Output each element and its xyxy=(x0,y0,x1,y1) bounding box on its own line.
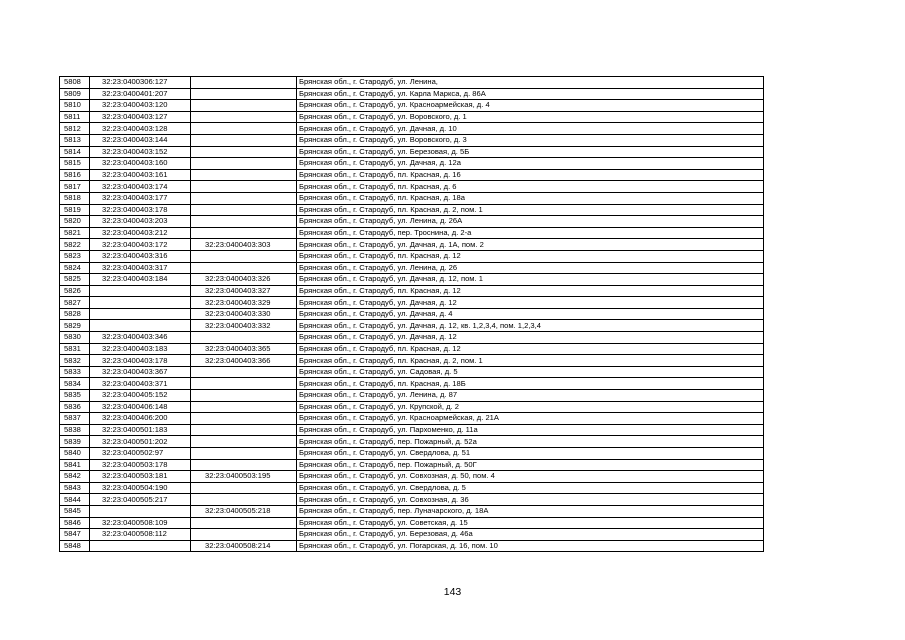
row-number-cell: 5844 xyxy=(60,494,90,506)
row-number-cell: 5847 xyxy=(60,529,90,541)
registry-table xyxy=(59,76,764,552)
address-cell: Брянская обл., г. Стародуб, пер. Троснина, д. 2-а xyxy=(297,227,764,239)
linked-cadastral-number-cell xyxy=(191,111,297,123)
row-number-cell: 5835 xyxy=(60,390,90,402)
linked-cadastral-number-cell xyxy=(191,494,297,506)
cadastral-number-cell: 32:23:0400403:144 xyxy=(90,134,191,146)
linked-cadastral-number-cell xyxy=(191,366,297,378)
linked-cadastral-number-cell: 32:23:0400403:326 xyxy=(191,274,297,286)
address-cell: Брянская обл., г. Стародуб, ул. Красноармейская, д. 21А xyxy=(297,413,764,425)
address-cell: Брянская обл., г. Стародуб, ул. Дачная, д. 12 xyxy=(297,297,764,309)
row-number-cell: 5830 xyxy=(60,332,90,344)
cadastral-number-cell: 32:23:0400503:181 xyxy=(90,471,191,483)
cadastral-number-cell: 32:23:0400403:212 xyxy=(90,227,191,239)
linked-cadastral-number-cell xyxy=(191,192,297,204)
cadastral-number-cell: 32:23:0400403:371 xyxy=(90,378,191,390)
row-number-cell: 5837 xyxy=(60,413,90,425)
cadastral-number-cell: 32:23:0400503:178 xyxy=(90,459,191,471)
address-cell: Брянская обл., г. Стародуб, ул. Дачная, д. 12, кв. 1,2,3,4, пом. 1,2,3,4 xyxy=(297,320,764,332)
table-row xyxy=(60,390,764,402)
row-number-cell: 5827 xyxy=(60,297,90,309)
table-row xyxy=(60,77,764,89)
row-number-cell: 5814 xyxy=(60,146,90,158)
address-cell: Брянская обл., г. Стародуб, ул. Совхозная, д. 50, пом. 4 xyxy=(297,471,764,483)
linked-cadastral-number-cell xyxy=(191,332,297,344)
cadastral-number-cell xyxy=(90,505,191,517)
row-number-cell: 5826 xyxy=(60,285,90,297)
address-cell: Брянская обл., г. Стародуб, ул. Березовая, д. 46а xyxy=(297,529,764,541)
table-row xyxy=(60,111,764,123)
address-cell: Брянская обл., г. Стародуб, ул. Советская, д. 15 xyxy=(297,517,764,529)
address-cell: Брянская обл., г. Стародуб, ул. Ленина, д. 26 xyxy=(297,262,764,274)
linked-cadastral-number-cell: 32:23:0400403:365 xyxy=(191,343,297,355)
table-row xyxy=(60,505,764,517)
cadastral-number-cell: 32:23:0400505:217 xyxy=(90,494,191,506)
linked-cadastral-number-cell xyxy=(191,158,297,170)
registry-table-body xyxy=(60,77,764,552)
table-row xyxy=(60,366,764,378)
linked-cadastral-number-cell xyxy=(191,123,297,135)
address-cell: Брянская обл., г. Стародуб, ул. Березовая, д. 5Б xyxy=(297,146,764,158)
table-row xyxy=(60,378,764,390)
linked-cadastral-number-cell xyxy=(191,459,297,471)
address-cell: Брянская обл., г. Стародуб, пл. Красная, д. 18а xyxy=(297,192,764,204)
cadastral-number-cell: 32:23:0400306:127 xyxy=(90,77,191,89)
cadastral-number-cell: 32:23:0400403:346 xyxy=(90,332,191,344)
cadastral-number-cell: 32:23:0400401:207 xyxy=(90,88,191,100)
cadastral-number-cell: 32:23:0400403:178 xyxy=(90,204,191,216)
address-cell: Брянская обл., г. Стародуб, ул. Садовая, д. 5 xyxy=(297,366,764,378)
table-row xyxy=(60,459,764,471)
linked-cadastral-number-cell: 32:23:0400403:330 xyxy=(191,308,297,320)
address-cell: Брянская обл., г. Стародуб, пл. Красная, д. 2, пом. 1 xyxy=(297,204,764,216)
row-number-cell: 5840 xyxy=(60,448,90,460)
table-row xyxy=(60,88,764,100)
address-cell: Брянская обл., г. Стародуб, ул. Ленина, д. 26А xyxy=(297,216,764,228)
row-number-cell: 5818 xyxy=(60,192,90,204)
row-number-cell: 5824 xyxy=(60,262,90,274)
linked-cadastral-number-cell: 32:23:0400508:214 xyxy=(191,540,297,552)
row-number-cell: 5823 xyxy=(60,250,90,262)
address-cell: Брянская обл., г. Стародуб, ул. Совхозная, д. 36 xyxy=(297,494,764,506)
table-row xyxy=(60,401,764,413)
cadastral-number-cell: 32:23:0400508:112 xyxy=(90,529,191,541)
table-row xyxy=(60,192,764,204)
address-cell: Брянская обл., г. Стародуб, пер. Пожарный, д. 52а xyxy=(297,436,764,448)
table-row xyxy=(60,146,764,158)
row-number-cell: 5813 xyxy=(60,134,90,146)
row-number-cell: 5846 xyxy=(60,517,90,529)
table-row xyxy=(60,169,764,181)
row-number-cell: 5842 xyxy=(60,471,90,483)
linked-cadastral-number-cell xyxy=(191,204,297,216)
cadastral-number-cell: 32:23:0400403:183 xyxy=(90,343,191,355)
address-cell: Брянская обл., г. Стародуб, ул. Ленина, д. 87 xyxy=(297,390,764,402)
linked-cadastral-number-cell: 32:23:0400403:303 xyxy=(191,239,297,251)
cadastral-number-cell: 32:23:0400403:316 xyxy=(90,250,191,262)
table-row xyxy=(60,285,764,297)
address-cell: Брянская обл., г. Стародуб, ул. Пархоменко, д. 11а xyxy=(297,424,764,436)
table-row xyxy=(60,274,764,286)
row-number-cell: 5828 xyxy=(60,308,90,320)
linked-cadastral-number-cell: 32:23:0400403:332 xyxy=(191,320,297,332)
table-row xyxy=(60,471,764,483)
address-cell: Брянская обл., г. Стародуб, ул. Дачная, д. 4 xyxy=(297,308,764,320)
linked-cadastral-number-cell xyxy=(191,88,297,100)
row-number-cell: 5831 xyxy=(60,343,90,355)
page-number: 143 xyxy=(443,586,462,598)
linked-cadastral-number-cell: 32:23:0400505:218 xyxy=(191,505,297,517)
cadastral-number-cell: 32:23:0400403:317 xyxy=(90,262,191,274)
address-cell: Брянская обл., г. Стародуб, ул. Дачная, д. 12а xyxy=(297,158,764,170)
table-row xyxy=(60,436,764,448)
address-cell: Брянская обл., г. Стародуб, ул. Дачная, д. 10 xyxy=(297,123,764,135)
row-number-cell: 5845 xyxy=(60,505,90,517)
row-number-cell: 5808 xyxy=(60,77,90,89)
linked-cadastral-number-cell xyxy=(191,390,297,402)
row-number-cell: 5836 xyxy=(60,401,90,413)
table-row xyxy=(60,355,764,367)
address-cell: Брянская обл., г. Стародуб, ул. Свердлова, д. 5 xyxy=(297,482,764,494)
table-row xyxy=(60,250,764,262)
address-cell: Брянская обл., г. Стародуб, ул. Свердлова, д. 51 xyxy=(297,448,764,460)
cadastral-number-cell: 32:23:0400403:161 xyxy=(90,169,191,181)
address-cell: Брянская обл., г. Стародуб, пл. Красная, д. 18Б xyxy=(297,378,764,390)
row-number-cell: 5821 xyxy=(60,227,90,239)
cadastral-number-cell: 32:23:0400403:177 xyxy=(90,192,191,204)
row-number-cell: 5817 xyxy=(60,181,90,193)
table-row xyxy=(60,100,764,112)
address-cell: Брянская обл., г. Стародуб, пл. Красная, д. 12 xyxy=(297,250,764,262)
address-cell: Брянская обл., г. Стародуб, пл. Красная, д. 2, пом. 1 xyxy=(297,355,764,367)
address-cell: Брянская обл., г. Стародуб, пл. Красная, д. 12 xyxy=(297,343,764,355)
table-row xyxy=(60,216,764,228)
cadastral-number-cell xyxy=(90,285,191,297)
cadastral-number-cell: 32:23:0400403:120 xyxy=(90,100,191,112)
cadastral-number-cell: 32:23:0400403:178 xyxy=(90,355,191,367)
cadastral-number-cell xyxy=(90,297,191,309)
table-row xyxy=(60,332,764,344)
row-number-cell: 5825 xyxy=(60,274,90,286)
cadastral-number-cell: 32:23:0400403:127 xyxy=(90,111,191,123)
table-row xyxy=(60,158,764,170)
table-row xyxy=(60,262,764,274)
cadastral-number-cell: 32:23:0400403:172 xyxy=(90,239,191,251)
address-cell: Брянская обл., г. Стародуб, ул. Погарская, д. 16, пом. 10 xyxy=(297,540,764,552)
row-number-cell: 5809 xyxy=(60,88,90,100)
row-number-cell: 5820 xyxy=(60,216,90,228)
linked-cadastral-number-cell xyxy=(191,227,297,239)
cadastral-number-cell: 32:23:0400403:128 xyxy=(90,123,191,135)
table-row xyxy=(60,482,764,494)
address-cell: Брянская обл., г. Стародуб, ул. Крупской, д. 2 xyxy=(297,401,764,413)
table-row xyxy=(60,297,764,309)
table-row xyxy=(60,227,764,239)
address-cell: Брянская обл., г. Стародуб, ул. Дачная, д. 1А, пом. 2 xyxy=(297,239,764,251)
row-number-cell: 5832 xyxy=(60,355,90,367)
address-cell: Брянская обл., г. Стародуб, пер. Пожарный, д. 50Г xyxy=(297,459,764,471)
table-row xyxy=(60,529,764,541)
cadastral-number-cell: 32:23:0400403:367 xyxy=(90,366,191,378)
row-number-cell: 5810 xyxy=(60,100,90,112)
linked-cadastral-number-cell xyxy=(191,146,297,158)
row-number-cell: 5833 xyxy=(60,366,90,378)
cadastral-number-cell: 32:23:0400405:152 xyxy=(90,390,191,402)
cadastral-number-cell: 32:23:0400406:200 xyxy=(90,413,191,425)
table-row xyxy=(60,424,764,436)
linked-cadastral-number-cell xyxy=(191,529,297,541)
cadastral-number-cell: 32:23:0400403:160 xyxy=(90,158,191,170)
linked-cadastral-number-cell: 32:23:0400403:327 xyxy=(191,285,297,297)
table-row xyxy=(60,413,764,425)
row-number-cell: 5848 xyxy=(60,540,90,552)
table-row xyxy=(60,308,764,320)
cadastral-number-cell: 32:23:0400504:190 xyxy=(90,482,191,494)
row-number-cell: 5811 xyxy=(60,111,90,123)
linked-cadastral-number-cell xyxy=(191,448,297,460)
linked-cadastral-number-cell xyxy=(191,401,297,413)
row-number-cell: 5838 xyxy=(60,424,90,436)
linked-cadastral-number-cell: 32:23:0400503:195 xyxy=(191,471,297,483)
cadastral-number-cell xyxy=(90,308,191,320)
linked-cadastral-number-cell xyxy=(191,100,297,112)
linked-cadastral-number-cell xyxy=(191,517,297,529)
linked-cadastral-number-cell xyxy=(191,436,297,448)
address-cell: Брянская обл., г. Стародуб, ул. Красноармейская, д. 4 xyxy=(297,100,764,112)
linked-cadastral-number-cell xyxy=(191,413,297,425)
table-row xyxy=(60,494,764,506)
table-row xyxy=(60,448,764,460)
cadastral-number-cell: 32:23:0400501:202 xyxy=(90,436,191,448)
cadastral-number-cell: 32:23:0400403:174 xyxy=(90,181,191,193)
table-row xyxy=(60,343,764,355)
row-number-cell: 5843 xyxy=(60,482,90,494)
address-cell: Брянская обл., г. Стародуб, ул. Дачная, д. 12 xyxy=(297,332,764,344)
row-number-cell: 5829 xyxy=(60,320,90,332)
linked-cadastral-number-cell xyxy=(191,77,297,89)
row-number-cell: 5841 xyxy=(60,459,90,471)
address-cell: Брянская обл., г. Стародуб, ул. Ленина, xyxy=(297,77,764,89)
table-row xyxy=(60,540,764,552)
row-number-cell: 5819 xyxy=(60,204,90,216)
address-cell: Брянская обл., г. Стародуб, пер. Луначарского, д. 18А xyxy=(297,505,764,517)
cadastral-number-cell: 32:23:0400406:148 xyxy=(90,401,191,413)
linked-cadastral-number-cell xyxy=(191,262,297,274)
row-number-cell: 5834 xyxy=(60,378,90,390)
linked-cadastral-number-cell xyxy=(191,424,297,436)
linked-cadastral-number-cell: 32:23:0400403:329 xyxy=(191,297,297,309)
linked-cadastral-number-cell xyxy=(191,482,297,494)
table-row xyxy=(60,517,764,529)
table-row xyxy=(60,181,764,193)
cadastral-number-cell: 32:23:0400508:109 xyxy=(90,517,191,529)
row-number-cell: 5812 xyxy=(60,123,90,135)
linked-cadastral-number-cell xyxy=(191,169,297,181)
address-cell: Брянская обл., г. Стародуб, ул. Карла Маркса, д. 86А xyxy=(297,88,764,100)
row-number-cell: 5815 xyxy=(60,158,90,170)
table-row xyxy=(60,204,764,216)
cadastral-number-cell: 32:23:0400403:152 xyxy=(90,146,191,158)
linked-cadastral-number-cell xyxy=(191,181,297,193)
cadastral-number-cell: 32:23:0400403:184 xyxy=(90,274,191,286)
address-cell: Брянская обл., г. Стародуб, ул. Дачная, д. 12, пом. 1 xyxy=(297,274,764,286)
linked-cadastral-number-cell xyxy=(191,216,297,228)
linked-cadastral-number-cell xyxy=(191,378,297,390)
row-number-cell: 5822 xyxy=(60,239,90,251)
cadastral-number-cell: 32:23:0400403:203 xyxy=(90,216,191,228)
row-number-cell: 5839 xyxy=(60,436,90,448)
table-row xyxy=(60,239,764,251)
address-cell: Брянская обл., г. Стародуб, ул. Воровского, д. 1 xyxy=(297,111,764,123)
linked-cadastral-number-cell: 32:23:0400403:366 xyxy=(191,355,297,367)
table-row xyxy=(60,134,764,146)
cadastral-number-cell xyxy=(90,320,191,332)
table-row xyxy=(60,320,764,332)
cadastral-number-cell xyxy=(90,540,191,552)
address-cell: Брянская обл., г. Стародуб, пл. Красная, д. 12 xyxy=(297,285,764,297)
address-cell: Брянская обл., г. Стародуб, пл. Красная, д. 16 xyxy=(297,169,764,181)
cadastral-number-cell: 32:23:0400502:97 xyxy=(90,448,191,460)
row-number-cell: 5816 xyxy=(60,169,90,181)
address-cell: Брянская обл., г. Стародуб, пл. Красная, д. 6 xyxy=(297,181,764,193)
table-row xyxy=(60,123,764,135)
linked-cadastral-number-cell xyxy=(191,134,297,146)
cadastral-number-cell: 32:23:0400501:183 xyxy=(90,424,191,436)
linked-cadastral-number-cell xyxy=(191,250,297,262)
address-cell: Брянская обл., г. Стародуб, ул. Воровского, д. 3 xyxy=(297,134,764,146)
